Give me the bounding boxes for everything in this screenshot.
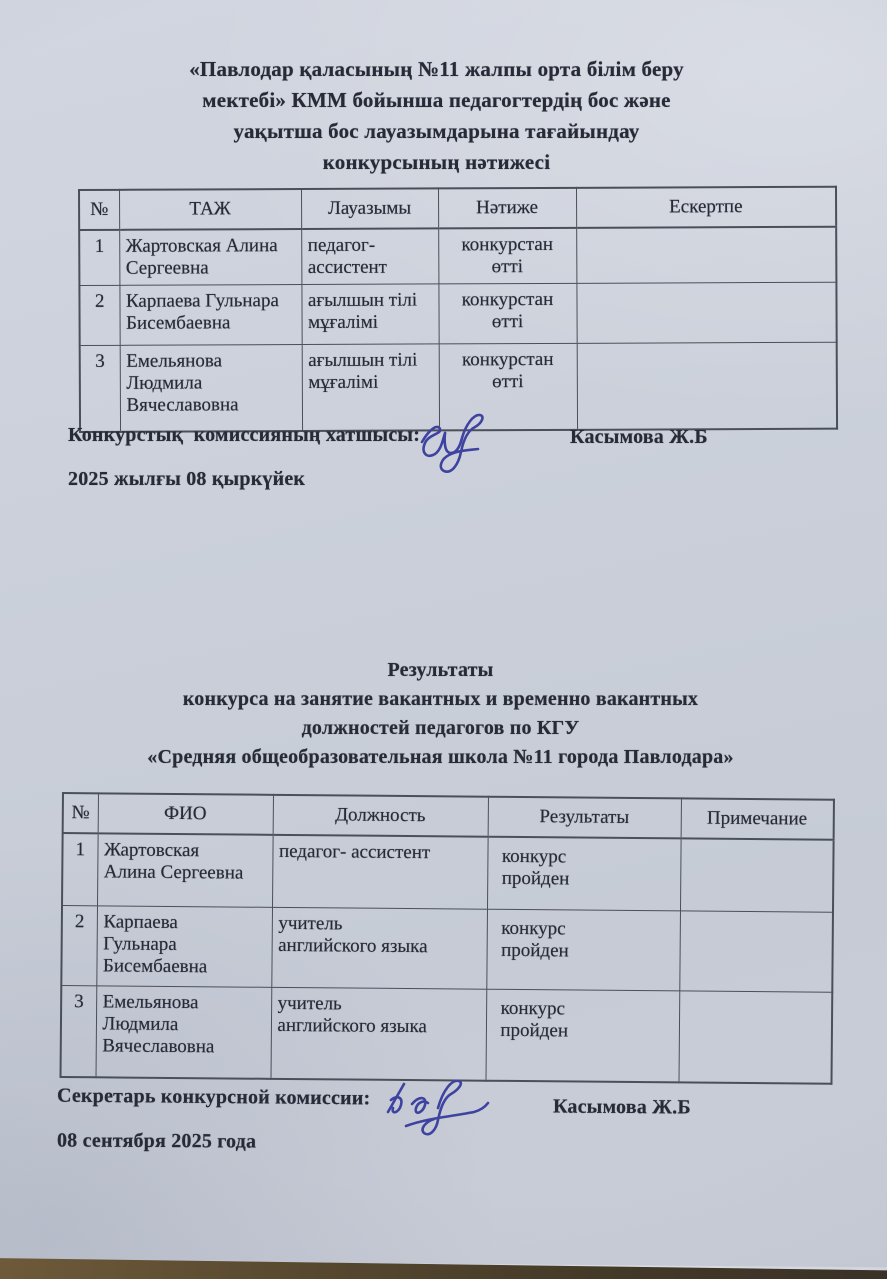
cell-num: 1 [62,833,98,905]
cell-name: Жартовская Алина Сергеевна [119,229,301,285]
ru-document-title [0,656,881,772]
signature-ink-icon [408,408,508,478]
kk-title-line: конкурсының нәтижесі [322,150,551,174]
ru-title-line: конкурса на занятие вакантных и временно вакантных [182,688,699,710]
table-row [62,833,834,912]
cell-num: 3 [80,345,120,431]
table-row [61,985,833,1084]
cell-result: конкурстан өтті [439,343,577,430]
ru-title-line: «Средняя общеобразовательная школа №11 города Павлодара» [147,746,734,768]
cell-name: Жартовская Алина Сергеевна [97,833,273,907]
cell-note [576,282,836,343]
kk-table-header-row [79,187,836,230]
cell-num: 2 [61,905,97,985]
ru-date: 08 сентября 2025 года [56,1129,257,1153]
ru-header-name: ФИО [98,793,273,835]
ru-header-position: Должность [273,795,488,837]
cell-result: конкурстан өтті [438,283,576,344]
ru-results-table [60,792,835,1085]
ru-secretary-label: Секретарь конкурсной комиссии: [56,1084,371,1110]
kk-header-position: Лауазымы [301,188,438,229]
ru-header-num: № [63,793,98,833]
cell-note [679,910,833,991]
kk-date: 2025 жылғы 08 қыркүйек [68,468,306,490]
cell-position: ағылшын тілі мұғалімі [302,344,439,431]
kk-secretary-name: Касымова Ж.Б [570,426,708,448]
kk-header-name: ТАЖ [119,189,301,230]
cell-note [680,838,834,911]
cell-position: педагог- ассистент [301,228,438,284]
cell-num: 1 [79,230,119,286]
cell-name: Емельянова Людмила Вячеславовна [120,345,302,432]
desk-surface [0,1243,887,1279]
ru-table-header-row [63,793,834,840]
kk-title-line: мектебі» КММ бойынша педагогтердің бос және [202,88,671,112]
cell-name: Карпаева Гульнара Бисембаевна [96,905,272,987]
cell-note [576,227,836,284]
table-row [79,227,836,286]
kk-results-table [78,186,838,433]
cell-position: ағылшын тілі мұғалімі [301,284,438,345]
cell-result: конкурс пройден [485,989,679,1083]
cell-name: Емельянова Людмила Вячеславовна [96,985,272,1079]
table-row [61,905,833,992]
kk-document-title [0,54,873,178]
ru-title-line: Результаты [387,659,494,681]
signature-ink-icon [378,1070,498,1145]
cell-result: конкурс пройден [486,909,680,991]
ru-title-line: должностей педагогов по КГУ [301,717,580,739]
cell-note [577,342,837,429]
cell-result: конкурстан өтті [438,228,576,284]
cell-num: 2 [79,285,119,345]
kk-title-line: уақытша бос лауазымдарына тағайындау [233,119,640,143]
kk-header-note: Ескертпе [576,187,836,228]
kk-secretary-label: Конкурстық комиссияның хатшысы: [68,424,421,446]
cell-result: конкурс пройден [487,837,681,911]
ru-header-result: Результаты [488,797,681,839]
cell-position: педагог- ассистент [272,835,488,909]
cell-note [678,990,832,1083]
kk-header-num: № [79,190,119,230]
kk-title-line: «Павлодар қаласының №11 жалпы орта білім беру [189,57,684,81]
kk-header-result: Нәтиже [438,188,576,229]
cell-num: 3 [61,985,97,1077]
cell-position: учитель английского языка [271,907,487,989]
cell-name: Карпаева Гульнара Бисембаевна [119,285,301,346]
table-row [79,282,836,345]
cell-position: учитель английского языка [271,987,487,1081]
ru-header-note: Примечание [681,798,834,839]
ru-secretary-name: Касымова Ж.Б [552,1095,691,1119]
